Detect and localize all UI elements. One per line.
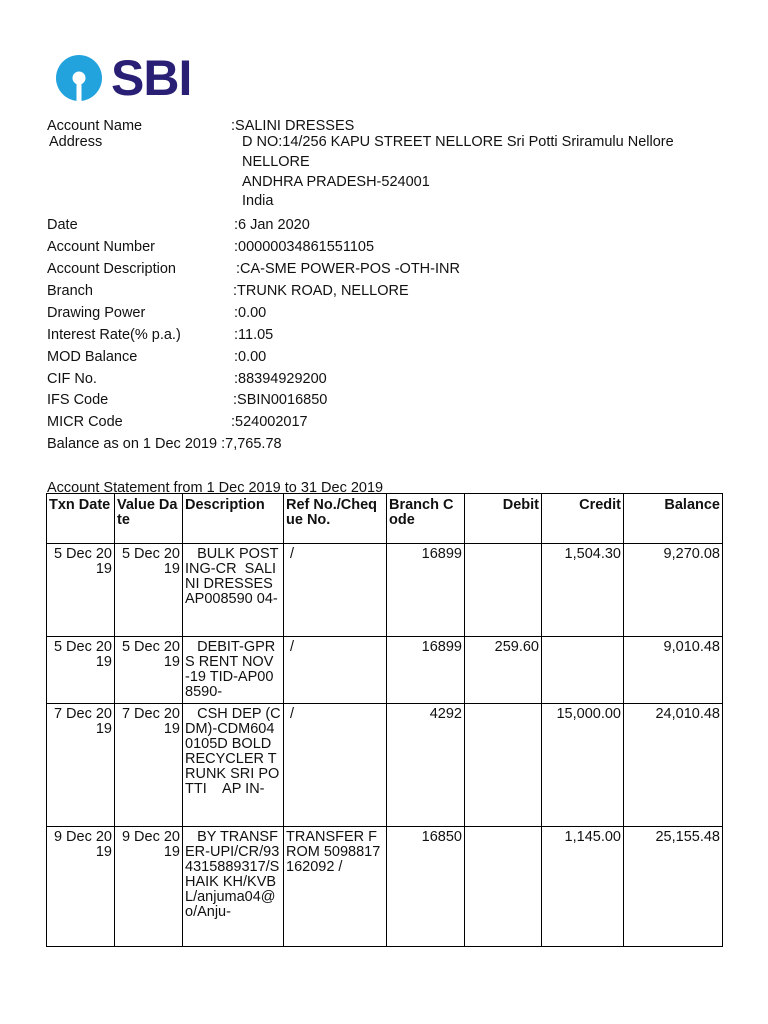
address-label: Address [49,134,103,150]
credit-cell: 1,504.30 [542,544,624,637]
detail-value: :88394929200 [234,371,327,387]
branch-code-cell: 4292 [387,704,465,827]
description-cell: BULK POSTING-CR SALINI DRESSES AP008590 04- [183,544,284,637]
detail-value: :CA-SME POWER-POS -OTH-INR [236,261,460,277]
column-header-description: Description [183,494,284,544]
table-row [47,544,723,637]
credit-cell: 1,145.00 [542,827,624,947]
detail-value: :11.05 [234,327,274,343]
sbi-keyhole-icon [55,54,103,102]
detail-value: :SBIN0016850 [233,392,328,408]
table-row [47,704,723,827]
detail-label: IFS Code [47,392,109,408]
txn-date-cell: 9 Dec 2019 [47,827,115,947]
balance-cell: 9,270.08 [624,544,723,637]
detail-value: :524002017 [231,414,308,430]
branch-code-cell: 16899 [387,544,465,637]
description-cell: BY TRANSFER-UPI/CR/934315889317/SHAIK KH/KVBL/anjuma04@o/Anju- [183,827,284,947]
value-date-cell: 7 Dec 2019 [115,704,183,827]
value-date-cell: 9 Dec 2019 [115,827,183,947]
branch-code-cell: 16899 [387,637,465,704]
address-line: NELLORE [242,154,310,170]
table-header-row [47,494,723,544]
table-row [47,827,723,947]
detail-label: Date [47,217,78,233]
debit-cell [465,544,542,637]
account-name-value: :SALINI DRESSES [231,118,355,134]
txn-date-cell: 7 Dec 2019 [47,704,115,827]
detail-label: Interest Rate(% p.a.) [47,327,181,343]
ref-cell: TRANSFER FROM 5098817162092 / [284,827,387,947]
debit-cell [465,827,542,947]
column-header-debit: Debit [465,494,542,544]
detail-value: :TRUNK ROAD, NELLORE [233,283,409,299]
detail-label: Account Description [47,261,176,277]
branch-code-cell: 16850 [387,827,465,947]
detail-value: :00000034861551105 [234,239,375,255]
detail-label: Branch [47,283,93,299]
debit-cell [465,704,542,827]
statement-table [46,493,723,947]
balance-cell: 24,010.48 [624,704,723,827]
opening-balance: Balance as on 1 Dec 2019 :7,765.78 [47,436,282,452]
txn-date-cell: 5 Dec 2019 [47,544,115,637]
description-cell: CSH DEP (CDM)-CDM6040105D BOLD RECYCLER TRUNK SRI POTTI AP IN- [183,704,284,827]
balance-cell: 25,155.48 [624,827,723,947]
detail-label: Drawing Power [47,305,146,321]
ref-cell: / [284,637,387,704]
description-cell: DEBIT-GPRS RENT NOV -19 TID-AP008590- [183,637,284,704]
column-header-credit: Credit [542,494,624,544]
ref-cell: / [284,704,387,827]
detail-value: :6 Jan 2020 [234,217,310,233]
column-header-value-date: Value Date [115,494,183,544]
column-header-branch-code: Branch Code [387,494,465,544]
logo-text: SBI [111,50,192,106]
detail-label: MICR Code [47,414,123,430]
address-line: ANDHRA PRADESH-524001 [242,174,430,190]
value-date-cell: 5 Dec 2019 [115,637,183,704]
txn-date-cell: 5 Dec 2019 [47,637,115,704]
ref-cell: / [284,544,387,637]
address-line: D NO:14/256 KAPU STREET NELLORE Sri Potti Sriramulu Nellore [242,134,674,150]
column-header-balance: Balance [624,494,723,544]
credit-cell: 15,000.00 [542,704,624,827]
address-line: India [242,193,274,209]
detail-value: :0.00 [234,305,267,321]
detail-label: MOD Balance [47,349,138,365]
statement-title: Account Statement from 1 Dec 2019 to 31 Dec 2019 [47,480,384,496]
balance-cell: 9,010.48 [624,637,723,704]
column-header-ref: Ref No./Cheque No. [284,494,387,544]
debit-cell: 259.60 [465,637,542,704]
detail-label: CIF No. [47,371,97,387]
detail-value: :0.00 [234,349,267,365]
table-row [47,637,723,704]
credit-cell [542,637,624,704]
detail-label: Account Number [47,239,155,255]
sbi-logo [55,50,192,106]
column-header-txn-date: Txn Date [47,494,115,544]
value-date-cell: 5 Dec 2019 [115,544,183,637]
account-name-label: Account Name [47,118,143,134]
